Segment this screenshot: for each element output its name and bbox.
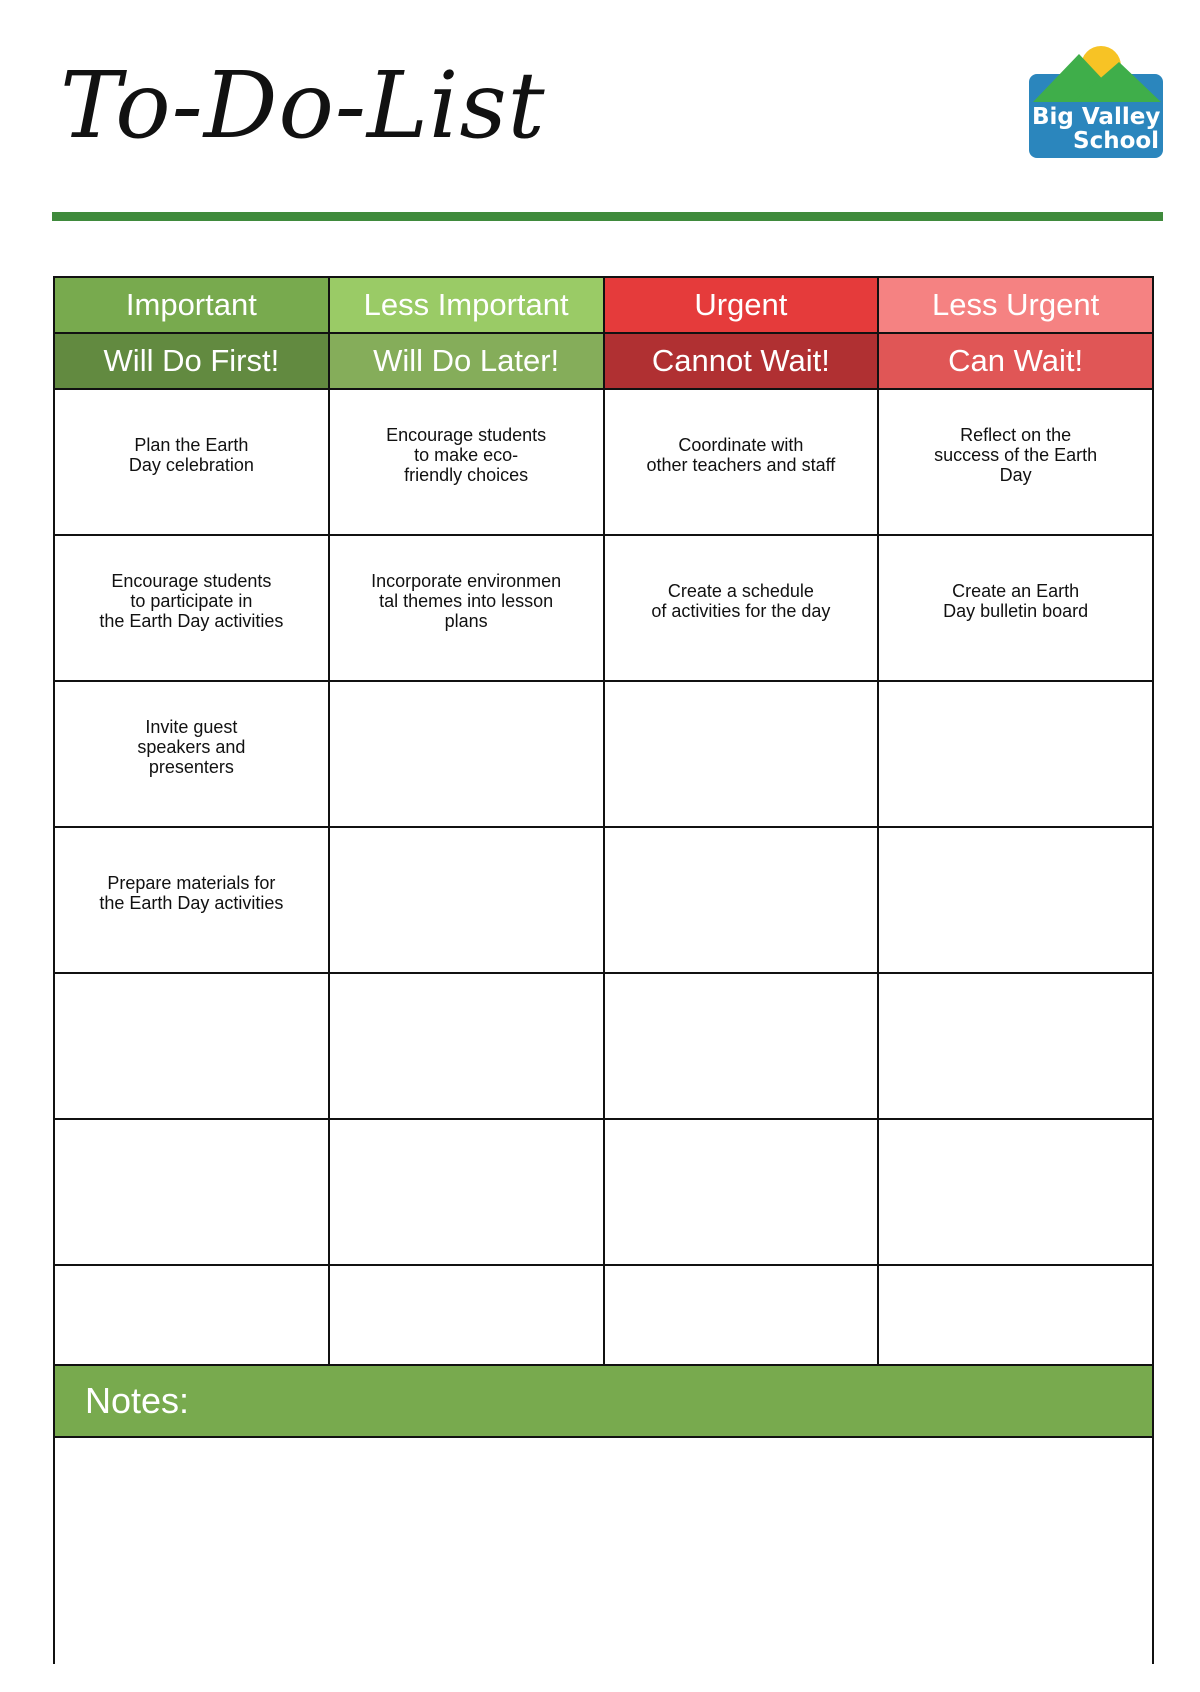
notes-input[interactable] [55, 1438, 1152, 1664]
table-row [54, 389, 1153, 535]
notes-section [53, 1364, 1154, 1664]
task-cell[interactable] [878, 827, 1153, 973]
column-header-important: Important [54, 277, 329, 333]
task-cell[interactable] [329, 827, 604, 973]
table-row [54, 827, 1153, 973]
task-cell[interactable] [604, 827, 879, 973]
table-row [54, 681, 1153, 827]
task-cell[interactable] [604, 1119, 879, 1265]
task-cell[interactable]: Encourage students to make eco- friendly choices [329, 389, 604, 535]
task-cell[interactable] [54, 1119, 329, 1265]
column-subheader-cannot-wait: Cannot Wait! [604, 333, 879, 389]
column-header-less-important: Less Important [329, 277, 604, 333]
task-cell[interactable] [878, 681, 1153, 827]
task-cell[interactable] [878, 973, 1153, 1119]
task-cell[interactable]: Prepare materials for the Earth Day activities [54, 827, 329, 973]
column-subheader-will-do-later: Will Do Later! [329, 333, 604, 389]
task-cell[interactable]: Encourage students to participate in the Earth Day activities [54, 535, 329, 681]
todo-table [53, 276, 1154, 1412]
task-cell[interactable] [604, 973, 879, 1119]
svg-text:Big Valley: Big Valley [1032, 104, 1161, 130]
svg-text:School: School [1073, 128, 1160, 154]
task-cell[interactable]: Invite guest speakers and presenters [54, 681, 329, 827]
divider-rule [52, 212, 1163, 221]
column-header-less-urgent: Less Urgent [878, 277, 1153, 333]
task-cell[interactable] [329, 681, 604, 827]
task-cell[interactable]: Incorporate environmen tal themes into lesson plans [329, 535, 604, 681]
task-cell[interactable]: Reflect on the success of the Earth Day [878, 389, 1153, 535]
task-cell[interactable]: Create an Earth Day bulletin board [878, 535, 1153, 681]
table-row [54, 535, 1153, 681]
task-cell[interactable]: Coordinate with other teachers and staff [604, 389, 879, 535]
task-cell[interactable] [329, 973, 604, 1119]
column-subheader-will-do-first: Will Do First! [54, 333, 329, 389]
task-cell[interactable] [329, 1119, 604, 1265]
task-cell[interactable]: Create a schedule of activities for the day [604, 535, 879, 681]
column-subheader-can-wait: Can Wait! [878, 333, 1153, 389]
column-header-urgent: Urgent [604, 277, 879, 333]
task-cell[interactable] [54, 973, 329, 1119]
page-title: To-Do-List [60, 52, 546, 159]
task-cell[interactable]: Plan the Earth Day celebration [54, 389, 329, 535]
notes-label: Notes: [55, 1366, 1152, 1438]
school-logo [1029, 44, 1163, 158]
table-row [54, 1119, 1153, 1265]
table-row [54, 973, 1153, 1119]
task-cell[interactable] [878, 1119, 1153, 1265]
task-cell[interactable] [604, 681, 879, 827]
